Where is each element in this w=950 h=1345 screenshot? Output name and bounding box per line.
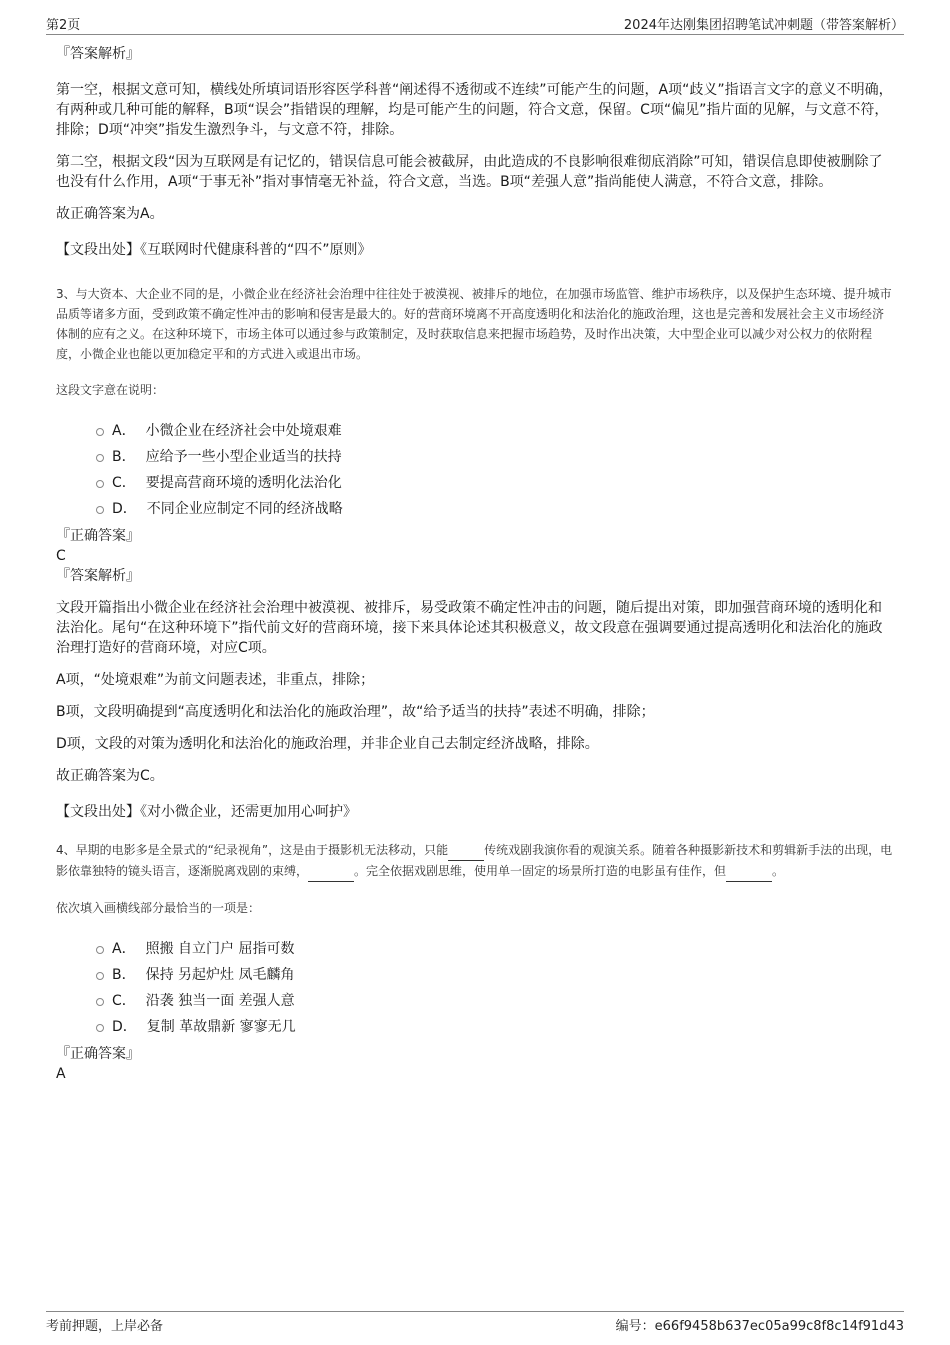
page-number: 第2页 — [46, 18, 81, 33]
q4-answer-label: 『正确答案』 — [56, 1046, 140, 1062]
q4-option-d[interactable]: D． 复制 革故鼎新 寥寥无几 — [96, 1014, 894, 1040]
blank-1 — [448, 840, 484, 861]
radio-icon[interactable] — [96, 972, 104, 980]
q2-source: 【文段出处】《互联网时代健康科普的“四不”原则》 — [56, 242, 372, 258]
document-title: 2024年达刚集团招聘笔试冲刺题（带答案解析） — [623, 18, 904, 33]
radio-icon[interactable] — [96, 1024, 104, 1032]
q3-question: 这段文字意在说明： — [56, 383, 165, 397]
page-header — [46, 14, 904, 35]
q4-stem: 4、早期的电影多是全景式的“纪录视角”，这是由于摄影机无法移动，只能 传统戏剧我演你看的观演关系。随着各种摄影新技术和剪辑新手法的出现，电影依靠独特的镜头语言，逐渐脱离戏剧的束缚， 。完全依据戏剧思维，使用单一固定的场景所打造的电影虽有佳作，但 。 — [56, 840, 894, 882]
q2-analysis-label: 『答案解析』 — [56, 46, 140, 62]
q3-analysis-para3: B项，文段明确提到“高度透明化和法治化的施政治理”，故“给予适当的扶持”表述不明确，排除； — [56, 704, 655, 720]
blank-2 — [308, 861, 354, 882]
q3-option-a[interactable]: A． 小微企业在经济社会中处境艰难 — [96, 418, 894, 444]
q3-option-d[interactable]: D． 不同企业应制定不同的经济战略 — [96, 496, 894, 522]
q3-stem: 3、与大资本、大企业不同的是，小微企业在经济社会治理中往往处于被漠视、被排斥的地位，在加强市场监管、维护市场秩序，以及保护生态环境、提升城市品质等诸多方面，受到政策不确定性冲击的影响和侵害是最大的。好的营商环境离不开高度透明化和法治化的施政治理，这也是完善和发展社会主义市场经济体制的应有之义。在这种环境下，市场主体可以通过参与政策制定，及时获取信息来把握市场趋势，及时作出决策，大中型企业可以减少对公权力的依附程度，小微企业也能以更加稳定平和的方式进入或退出市场。 — [56, 287, 892, 361]
radio-icon[interactable] — [96, 428, 104, 436]
q3-options — [96, 418, 894, 522]
document-code: 编号：e66f9458b637ec05a99c8f8c14f91d43 — [615, 1319, 904, 1334]
q4-question: 依次填入画横线部分最恰当的一项是： — [56, 901, 261, 915]
q3-option-c[interactable]: C． 要提高营商环境的透明化法治化 — [96, 470, 894, 496]
page-footer — [46, 1311, 904, 1334]
q3-source: 【文段出处】《对小微企业，还需更加用心呵护》 — [56, 804, 357, 820]
document-body — [56, 44, 894, 1084]
q4-answer: A — [56, 1066, 66, 1082]
q3-option-b[interactable]: B． 应给予一些小型企业适当的扶持 — [96, 444, 894, 470]
radio-icon[interactable] — [96, 454, 104, 462]
q2-analysis-para1: 第一空，根据文意可知，横线处所填词语形容医学科普“阐述得不透彻或不连续”可能产生的问题，A项“歧义”指语言文字的意义不明确，有两种或几种可能的解释，B项“误会”指错误的理解，均是可能产生的问题，符合文意，保留。C项“偏见”指片面的见解，与文意不符，排除；D项“冲突”指发生激烈争斗，与文意不符，排除。 — [56, 82, 893, 138]
q3-answer-label: 『正确答案』 — [56, 528, 140, 544]
q3-analysis-para4: D项，文段的对策为透明化和法治化的施政治理，并非企业自己去制定经济战略，排除。 — [56, 736, 599, 752]
blank-3 — [726, 861, 772, 882]
q2-analysis-para2: 第二空，根据文段“因为互联网是有记忆的，错误信息可能会被截屏，由此造成的不良影响很难彻底消除”可知，错误信息即使被删除了也没有什么作用，A项“于事无补”指对事情毫无补益，符合文意，当选。B项“差强人意”指尚能使人满意，不符合文意，排除。 — [56, 154, 883, 190]
footer-slogan: 考前押题，上岸必备 — [46, 1319, 164, 1334]
radio-icon[interactable] — [96, 506, 104, 514]
q2-conclusion: 故正确答案为A。 — [56, 206, 164, 222]
q4-options — [96, 936, 894, 1040]
q3-analysis-label: 『答案解析』 — [56, 568, 140, 584]
q4-option-a[interactable]: A． 照搬 自立门户 屈指可数 — [96, 936, 894, 962]
q3-analysis-para2: A项，“处境艰难”为前文问题表述，非重点，排除； — [56, 672, 375, 688]
radio-icon[interactable] — [96, 946, 104, 954]
q3-analysis-para1: 文段开篇指出小微企业在经济社会治理中被漠视、被排斥，易受政策不确定性冲击的问题，随后提出对策，即加强营商环境的透明化和法治化。尾句“在这种环境下”指代前文好的营商环境，接下来具体论述其积极意义，故文段意在强调要通过提高透明化和法治化的施政治理打造好的营商环境，对应C项。 — [56, 600, 883, 656]
q3-conclusion: 故正确答案为C。 — [56, 768, 164, 784]
q4-option-b[interactable]: B． 保持 另起炉灶 凤毛麟角 — [96, 962, 894, 988]
q3-answer: C — [56, 548, 66, 564]
q4-option-c[interactable]: C． 沿袭 独当一面 差强人意 — [96, 988, 894, 1014]
radio-icon[interactable] — [96, 998, 104, 1006]
radio-icon[interactable] — [96, 480, 104, 488]
